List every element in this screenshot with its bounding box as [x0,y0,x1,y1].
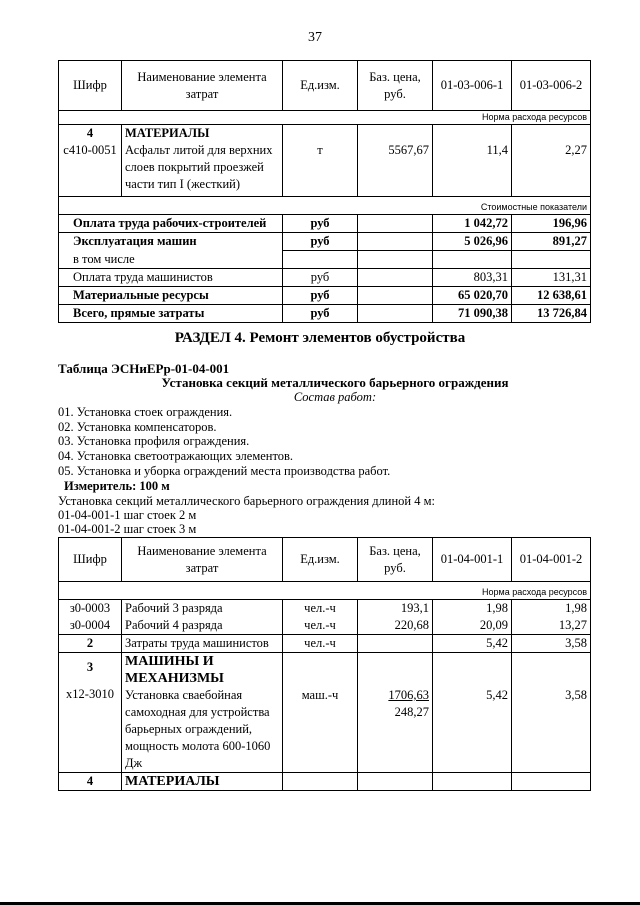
row-v2: 3,58 [512,635,591,653]
material-code-cell [59,125,122,197]
material-name-line: части тип I (жесткий) [125,177,241,191]
row-price [358,635,433,653]
row-name: Рабочий 4 разряда [122,617,283,635]
machine-price-cell [358,653,433,773]
table-title: Установка секций металлического барьерного ограждения [161,375,509,390]
cost-name: в том числе [59,251,283,269]
header-name: Наименование элемента затрат [122,61,283,111]
row-v2: 13,27 [512,617,591,635]
row-v2 [512,773,591,791]
desc-line: Установка секций металлического барьерного ограждения длиной 4 м: [58,494,436,508]
header-unit: Ед.изм. [283,61,358,111]
cost-name: Всего, прямые затраты [59,304,283,322]
row-name: МАТЕРИАЛЫ [122,773,283,791]
section-number: 4 [86,126,94,140]
row-v1 [433,773,512,791]
material-code: с410-0051 [63,143,117,157]
machines-name-cell [122,653,283,773]
cost-label: Стоимостные показатели [59,197,591,215]
work-item: 02. Установка компенсаторов. [58,420,217,434]
cost-price [358,233,433,251]
cost-price [358,251,433,269]
machine-name-line: Дж [125,756,143,770]
cost-name: Оплата труда рабочих-строителей [59,215,283,233]
cost-v2: 196,96 [512,215,591,233]
machines-code-cell [59,653,122,773]
cost-unit: руб [283,215,358,233]
material-name-line: слоев покрытий проезжей [125,160,264,174]
norm-label: Норма расхода ресурсов [59,111,591,125]
row-price: 220,68 [358,617,433,635]
header-col1: 01-03-006-1 [433,61,512,111]
header-unit: Ед.изм. [283,538,358,582]
row-name: Рабочий 3 разряда [122,600,283,618]
machine-name-line: Установка сваебойная [125,688,243,702]
material-v1: 11,4 [433,125,512,197]
cost-v2: 12 638,61 [512,286,591,304]
row-unit: чел.-ч [283,600,358,618]
row-name: Затраты труда машинистов [122,635,283,653]
resource-table-1 [58,60,591,323]
cost-v2: 891,27 [512,233,591,251]
cost-price [358,304,433,322]
cost-v1: 65 020,70 [433,286,512,304]
machine-name-line: мощность молота 600-1060 [125,739,271,753]
header-name: Наименование элемента затрат [122,538,283,582]
machine-code: х12-3010 [66,687,114,701]
row-code: з0-0004 [59,617,122,635]
cost-unit [283,251,358,269]
work-title: Состав работ: [293,390,377,404]
header-col2: 01-03-006-2 [512,61,591,111]
cost-unit: руб [283,304,358,322]
cost-price [358,215,433,233]
section-number: 3 [86,660,94,674]
section-title: МАШИНЫ И [125,654,214,669]
cost-v1: 71 090,38 [433,304,512,322]
desc-line: 01-04-001-1 шаг стоек 2 м [58,508,197,522]
work-item: 01. Установка стоек ограждения. [58,405,233,419]
cost-price [358,268,433,286]
work-item: 03. Установка профиля ограждения. [58,434,250,448]
row-unit [283,773,358,791]
cost-unit: руб [283,286,358,304]
cost-v1: 5 026,96 [433,233,512,251]
header-col1: 01-04-001-1 [433,538,512,582]
row-code: 2 [59,635,122,653]
cost-v2: 131,31 [512,268,591,286]
row-unit: чел.-ч [283,635,358,653]
cost-unit: руб [283,233,358,251]
work-item: 05. Установка и уборка ограждений места производства работ. [58,464,391,478]
cost-v1: 803,31 [433,268,512,286]
machine-v1: 5,42 [433,653,512,773]
row-price [358,773,433,791]
header-code: Шифр [59,61,122,111]
machine-v2: 3,58 [512,653,591,773]
desc-line: 01-04-001-2 шаг стоек 3 м [58,522,197,536]
row-unit: чел.-ч [283,617,358,635]
page-number: 37 [308,30,322,45]
header-price: Баз. цена, руб. [358,538,433,582]
cost-v1: 1 042,72 [433,215,512,233]
material-name-cell [122,125,283,197]
row-code: з0-0003 [59,600,122,618]
measure: Измеритель: 100 м [64,479,170,493]
cost-price [358,286,433,304]
row-price: 193,1 [358,600,433,618]
table-id: Таблица ЭСНиЕРр-01-04-001 [58,361,230,376]
row-v1: 5,42 [433,635,512,653]
material-v2: 2,27 [512,125,591,197]
row-code: 4 [59,773,122,791]
cost-name: Оплата труда машинистов [59,268,283,286]
cost-v1 [433,251,512,269]
material-name-line: Асфальт литой для верхних [125,143,273,157]
cost-v2 [512,251,591,269]
cost-name: Материальные ресурсы [59,286,283,304]
machine-price-secondary: 248,27 [394,705,429,719]
row-v2: 1,98 [512,600,591,618]
row-v1: 20,09 [433,617,512,635]
work-item: 04. Установка светоотражающих элементов. [58,449,294,463]
machine-unit: маш.-ч [283,653,358,773]
header-price: Баз. цена, руб. [358,61,433,111]
machine-price: 1706,63 [388,688,429,702]
header-col2: 01-04-001-2 [512,538,591,582]
norm-label: Норма расхода ресурсов [59,582,591,600]
section-heading: РАЗДЕЛ 4. Ремонт элементов обустройства [174,330,466,346]
cost-v2: 13 726,84 [512,304,591,322]
machine-name-line: барьерных ограждений, [125,722,253,736]
material-unit: т [283,125,358,197]
resource-table-2 [58,537,591,791]
cost-unit: руб [283,268,358,286]
section-title: МЕХАНИЗМЫ [125,671,224,686]
row-v1: 1,98 [433,600,512,618]
cost-name: Эксплуатация машин [59,233,283,251]
header-code: Шифр [59,538,122,582]
section-title: МАТЕРИАЛЫ [125,126,210,140]
material-price: 5567,67 [358,125,433,197]
machine-name-line: самоходная для устройства [125,705,270,719]
